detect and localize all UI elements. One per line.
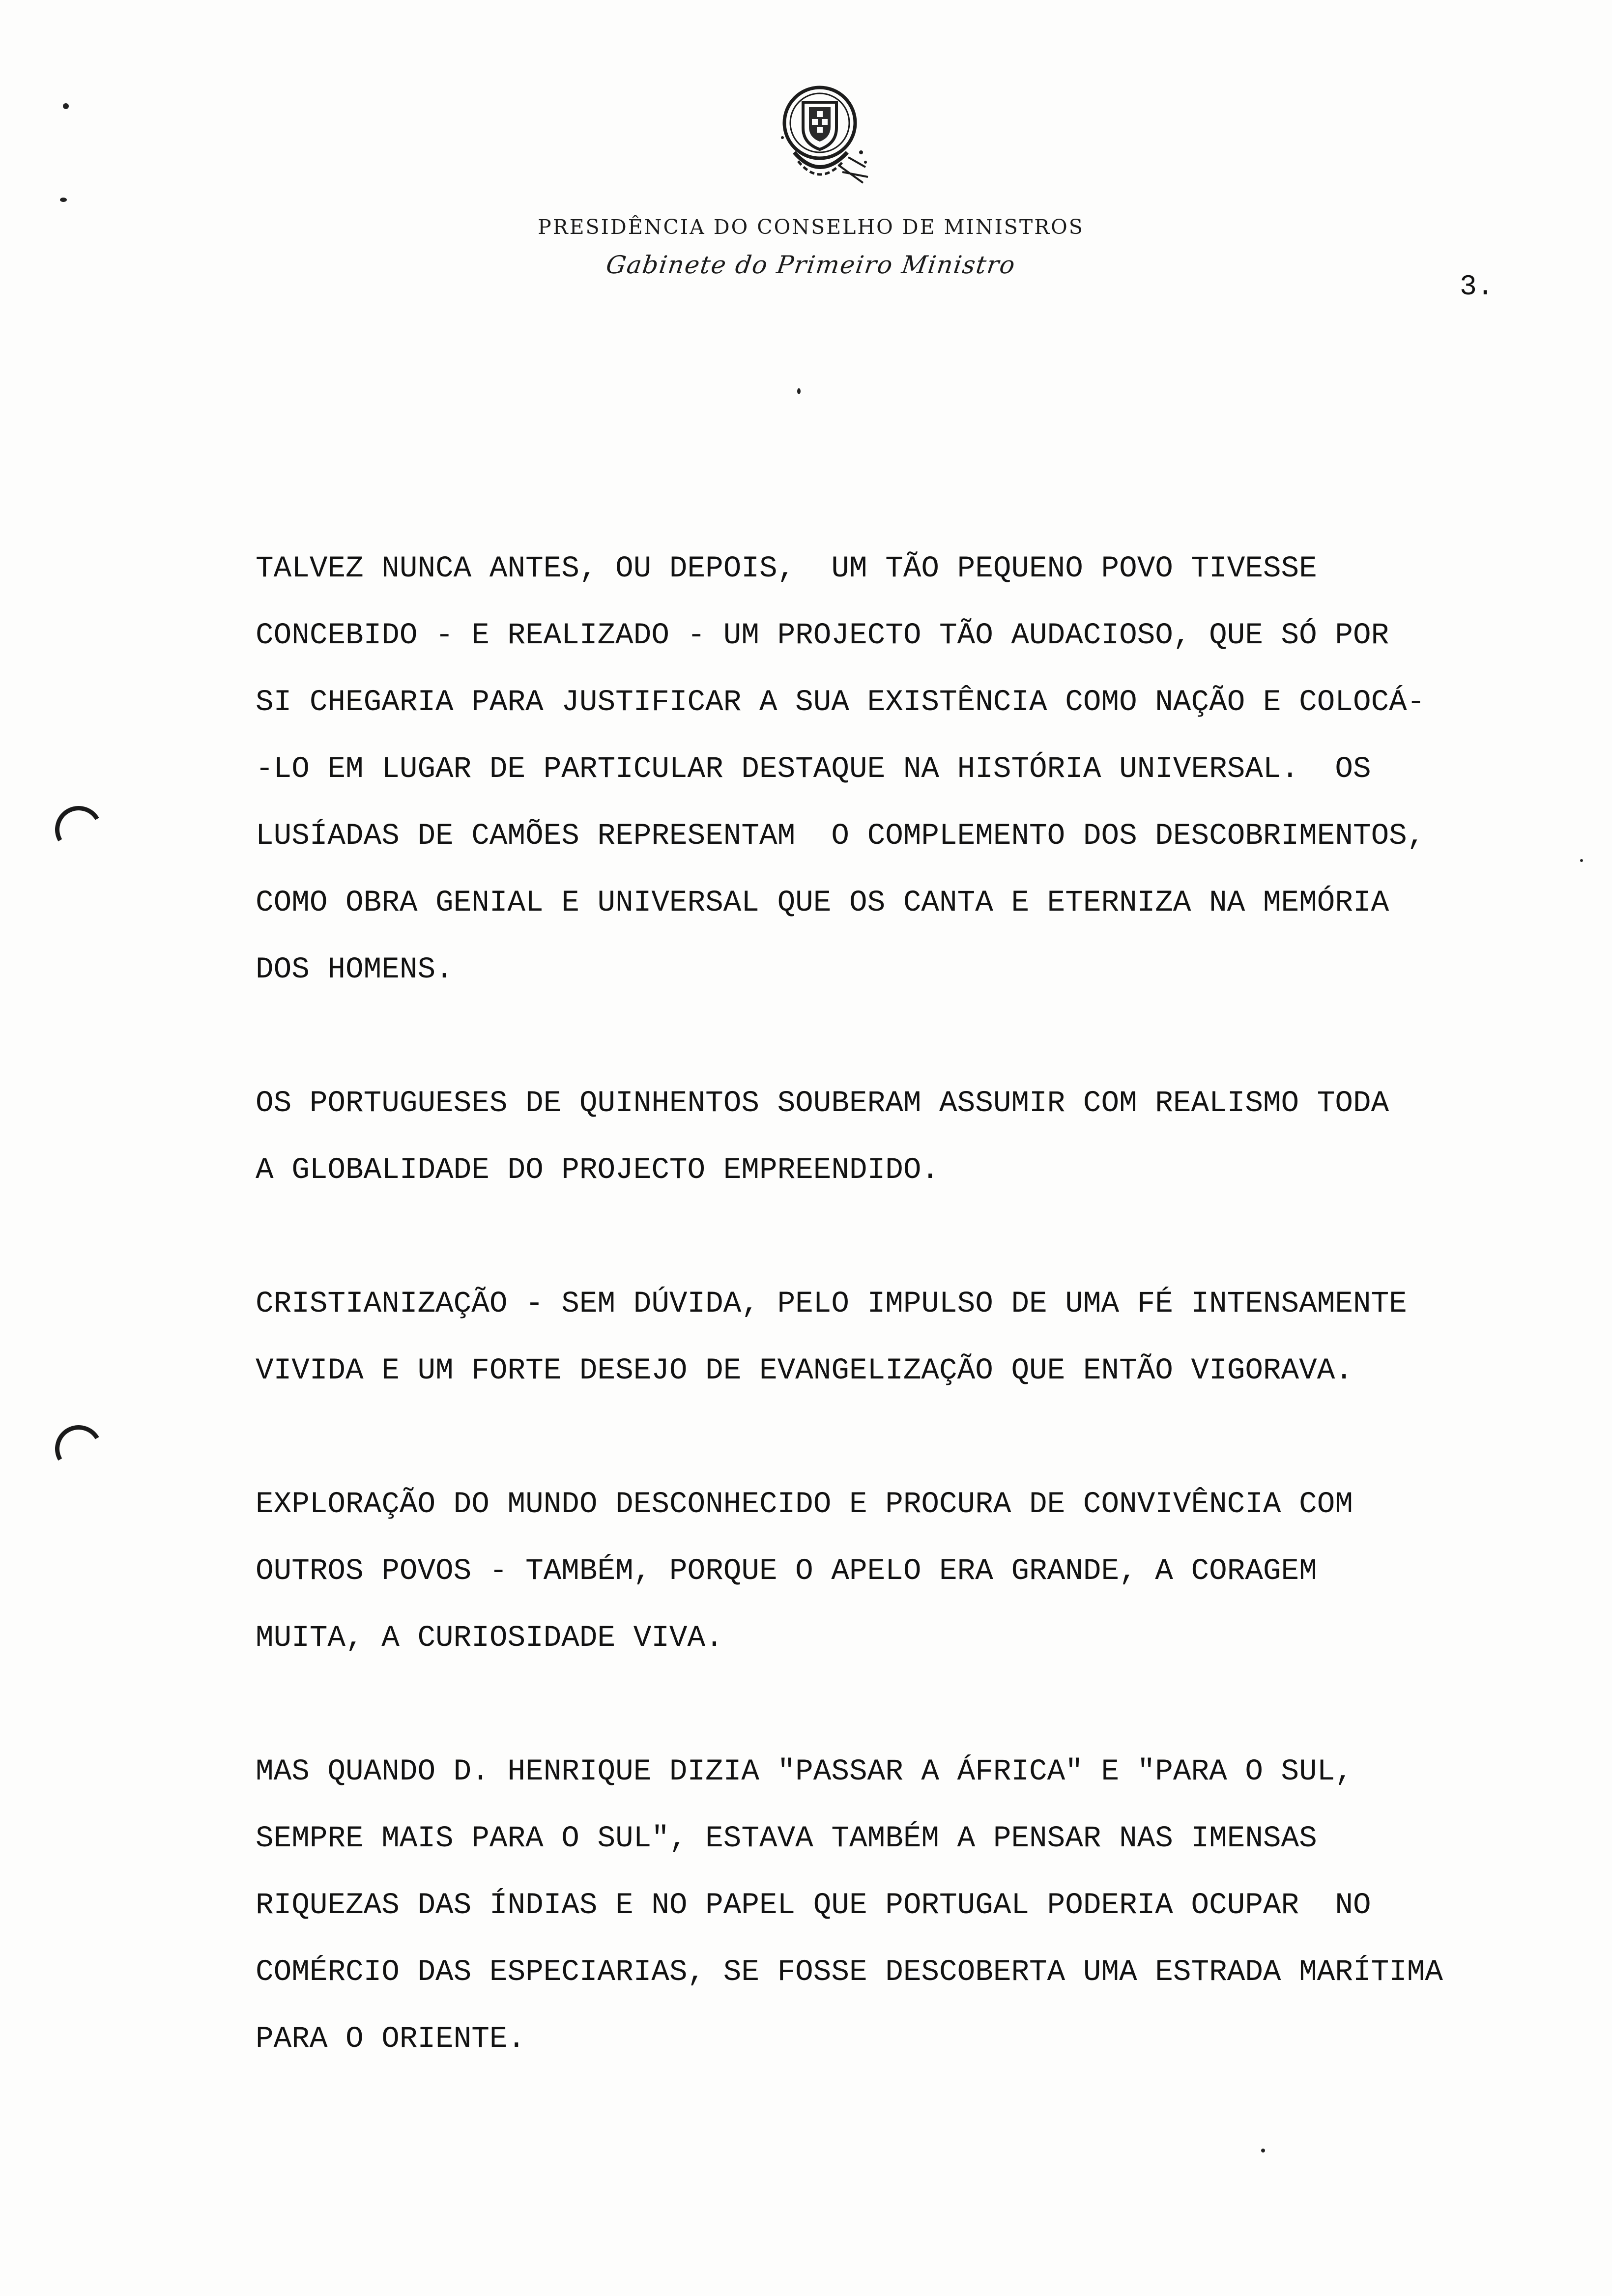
coat-of-arms-icon	[765, 79, 878, 201]
text-line: OS PORTUGUESES DE QUINHENTOS SOUBERAM ASSUMIR COM REALISMO TODA	[256, 1087, 1389, 1120]
paragraph	[256, 536, 1583, 1004]
text-line: COMO OBRA GENIAL E UNIVERSAL QUE OS CANTA E ETERNIZA NA MEMÓRIA	[256, 886, 1389, 920]
text-line: LUSÍADAS DE CAMÕES REPRESENTAM O COMPLEMENTO DOS DESCOBRIMENTOS,	[256, 819, 1425, 853]
letterhead-institution: PRESIDÊNCIA DO CONSELHO DE MINISTROS	[538, 215, 1084, 239]
text-line: EXPLORAÇÃO DO MUNDO DESCONHECIDO E PROCURA DE CONVIVÊNCIA COM	[256, 1488, 1353, 1521]
letterhead-office: Gabinete do Primeiro Ministro	[604, 251, 1018, 279]
text-line: COMÉRCIO DAS ESPECIARIAS, SE FOSSE DESCOBERTA UMA ESTRADA MARÍTIMA	[256, 1955, 1443, 1989]
punch-hole-mark	[50, 1420, 108, 1478]
paragraph	[256, 1271, 1583, 1405]
text-line: SEMPRE MAIS PARA O SUL", ESTAVA TAMBÉM A PENSAR NAS IMENSAS	[256, 1822, 1317, 1856]
document-body	[256, 536, 1583, 2140]
text-line: CONCEBIDO - E REALIZADO - UM PROJECTO TÃO AUDACIOSO, QUE SÓ POR	[256, 619, 1389, 653]
punch-hole-mark	[50, 801, 108, 859]
scan-speck	[60, 198, 67, 202]
scan-speck	[797, 388, 801, 394]
text-line: MUITA, A CURIOSIDADE VIVA.	[256, 1621, 723, 1655]
text-line: A GLOBALIDADE DO PROJECTO EMPREENDIDO.	[256, 1153, 940, 1187]
text-line: MAS QUANDO D. HENRIQUE DIZIA "PASSAR A ÁFRICA" E "PARA O SUL,	[256, 1755, 1353, 1789]
page-number: 3.	[1460, 271, 1494, 303]
text-line: CRISTIANIZAÇÃO - SEM DÚVIDA, PELO IMPULSO DE UMA FÉ INTENSAMENTE	[256, 1287, 1407, 1321]
text-line: DOS HOMENS.	[256, 953, 454, 987]
text-line: TALVEZ NUNCA ANTES, OU DEPOIS, UM TÃO PEQUENO POVO TIVESSE	[256, 552, 1317, 586]
text-line: SI CHEGARIA PARA JUSTIFICAR A SUA EXISTÊNCIA COMO NAÇÃO E COLOCÁ-	[256, 686, 1425, 719]
text-line: OUTROS POVOS - TAMBÉM, PORQUE O APELO ERA GRANDE, A CORAGEM	[256, 1554, 1317, 1588]
scan-speck	[1261, 2149, 1265, 2152]
scan-speck	[63, 103, 69, 109]
text-line: PARA O ORIENTE.	[256, 2022, 526, 2056]
text-line: RIQUEZAS DAS ÍNDIAS E NO PAPEL QUE PORTUGAL PODERIA OCUPAR NO	[256, 1889, 1371, 1923]
paragraph	[256, 1070, 1583, 1204]
paragraph	[256, 1471, 1583, 1672]
text-line: -LO EM LUGAR DE PARTICULAR DESTAQUE NA HISTÓRIA UNIVERSAL. OS	[256, 752, 1371, 786]
text-line: VIVIDA E UM FORTE DESEJO DE EVANGELIZAÇÃO QUE ENTÃO VIGORAVA.	[256, 1354, 1353, 1388]
paragraph	[256, 1739, 1583, 2073]
